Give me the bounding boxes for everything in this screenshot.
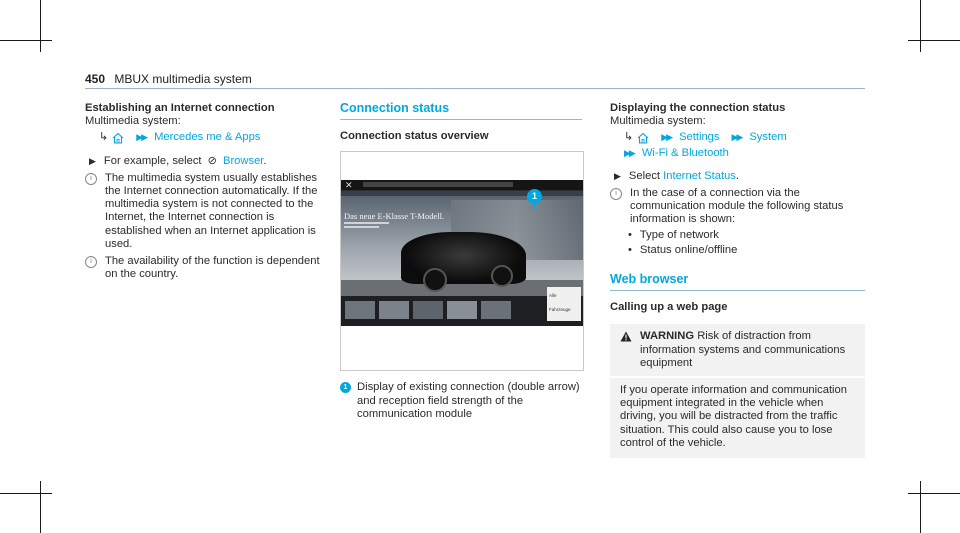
step-arrow-icon: ▶ xyxy=(614,170,621,181)
list-item: • Status online/offline xyxy=(628,243,738,256)
chevron-right-icon: ▶▶ xyxy=(624,147,634,158)
step-arrow-icon: ▶ xyxy=(89,155,96,166)
screen-thumbnail xyxy=(413,301,443,319)
section-rule xyxy=(340,119,582,120)
step xyxy=(85,155,325,168)
crop-mark xyxy=(0,40,52,41)
crop-mark xyxy=(40,481,41,533)
close-icon: ✕ xyxy=(345,180,353,191)
info-icon: i xyxy=(85,173,97,185)
list-item: • Type of network xyxy=(628,228,719,241)
return-arrow-icon: ↳ xyxy=(99,131,109,144)
callout-1: 1 xyxy=(527,189,542,204)
bullet-icon: • xyxy=(628,243,632,256)
chevron-right-icon: ▶▶ xyxy=(136,132,147,143)
screen-headline: Das neue E-Klasse T-Modell. xyxy=(344,211,445,222)
screen-thumbnail xyxy=(447,301,477,319)
crop-mark xyxy=(40,0,41,52)
callout-leader xyxy=(534,203,535,209)
bullet-icon: • xyxy=(628,228,632,241)
column-middle xyxy=(340,102,582,421)
subheading: Calling up a web page xyxy=(610,301,728,314)
column-left xyxy=(85,102,325,281)
chevron-right-icon: ▶▶ xyxy=(731,132,742,143)
nav-item-system[interactable]: System xyxy=(749,131,787,144)
note-text: In the case of a connection via the communication module the following status information is shown: xyxy=(630,187,844,226)
warning-box xyxy=(610,324,865,458)
compass-icon: ⊘ xyxy=(207,154,217,167)
running-header xyxy=(85,72,252,86)
nav-path-cont xyxy=(610,147,865,160)
note xyxy=(85,172,325,251)
browser-link[interactable]: Browser xyxy=(222,154,264,167)
note xyxy=(85,255,325,281)
warning-body: If you operate information and communication equipment integrated in the vehicle when driving, you will be distracted from the traffic situation. This could also cause you to lose control of the vehicle. xyxy=(620,384,847,449)
page-number: 450 xyxy=(85,72,106,86)
header-rule xyxy=(85,88,865,89)
note xyxy=(610,187,865,227)
system-label: Multimedia system: xyxy=(610,115,706,128)
screen-illustration xyxy=(340,151,584,371)
nav-item-wifi-bluetooth[interactable]: Wi-Fi & Bluetooth xyxy=(641,146,729,159)
warning-text xyxy=(640,330,857,370)
subheading: Connection status overview xyxy=(340,130,489,143)
crop-mark xyxy=(908,40,960,41)
nav-item-settings[interactable]: Settings xyxy=(679,131,720,144)
nav-item-mercedes-me[interactable]: Mercedes me & Apps xyxy=(154,131,261,144)
screen-thumbnail xyxy=(379,301,409,319)
section-rule xyxy=(610,290,865,291)
home-icon xyxy=(637,132,649,144)
system-label: Multimedia system: xyxy=(85,115,181,128)
section-title: Web browser xyxy=(610,272,689,287)
screen-thumbnail xyxy=(481,301,511,319)
step-text: Select Internet Status. xyxy=(628,169,739,182)
screen-subtext xyxy=(344,226,379,228)
warning-header xyxy=(610,324,865,378)
warning-title: Risk of distraction from information systems and communications equipment xyxy=(640,330,846,369)
note-text: The availability of the function is dependent on the country. xyxy=(105,255,320,281)
screen-address-bar xyxy=(363,182,513,187)
header-title: MBUX multimedia system xyxy=(114,72,252,86)
screen-thumbnail xyxy=(345,301,375,319)
note-text: The multimedia system usually establishes the Internet connection automatically. If the multimedia system is not connected to the Internet, the Internet connection is established when an Internet application is used. xyxy=(105,171,318,250)
figure-legend xyxy=(340,381,582,421)
info-icon: i xyxy=(85,256,97,268)
warning-triangle-icon xyxy=(620,331,632,342)
screen-all-vehicles-button: Alle Fahrzeuge xyxy=(547,287,581,321)
legend-callout-1: 1 xyxy=(340,382,351,393)
crop-mark xyxy=(0,493,52,494)
warning-label: WARNING xyxy=(640,330,695,343)
column-right xyxy=(610,102,865,458)
home-icon xyxy=(112,132,124,144)
crop-mark xyxy=(920,481,921,533)
browser-screen xyxy=(341,180,583,326)
nav-path xyxy=(610,131,865,144)
return-arrow-icon: ↳ xyxy=(624,131,634,144)
step-text: For example, select ⊘ Browser. xyxy=(103,154,267,167)
nav-path xyxy=(85,131,325,144)
chevron-right-icon: ▶▶ xyxy=(661,132,672,143)
section-heading: Establishing an Internet connection xyxy=(85,102,275,114)
step xyxy=(610,170,865,183)
section-heading: Displaying the connection status xyxy=(610,102,786,114)
section-title: Connection status xyxy=(340,101,450,115)
screen-subtext xyxy=(344,222,389,224)
internet-status-link[interactable]: Internet Status xyxy=(663,169,736,182)
info-icon: i xyxy=(610,188,622,200)
crop-mark xyxy=(920,0,921,52)
legend-text: Display of existing connection (double arrow) and reception field strength of the communication module xyxy=(357,381,580,420)
crop-mark xyxy=(908,493,960,494)
